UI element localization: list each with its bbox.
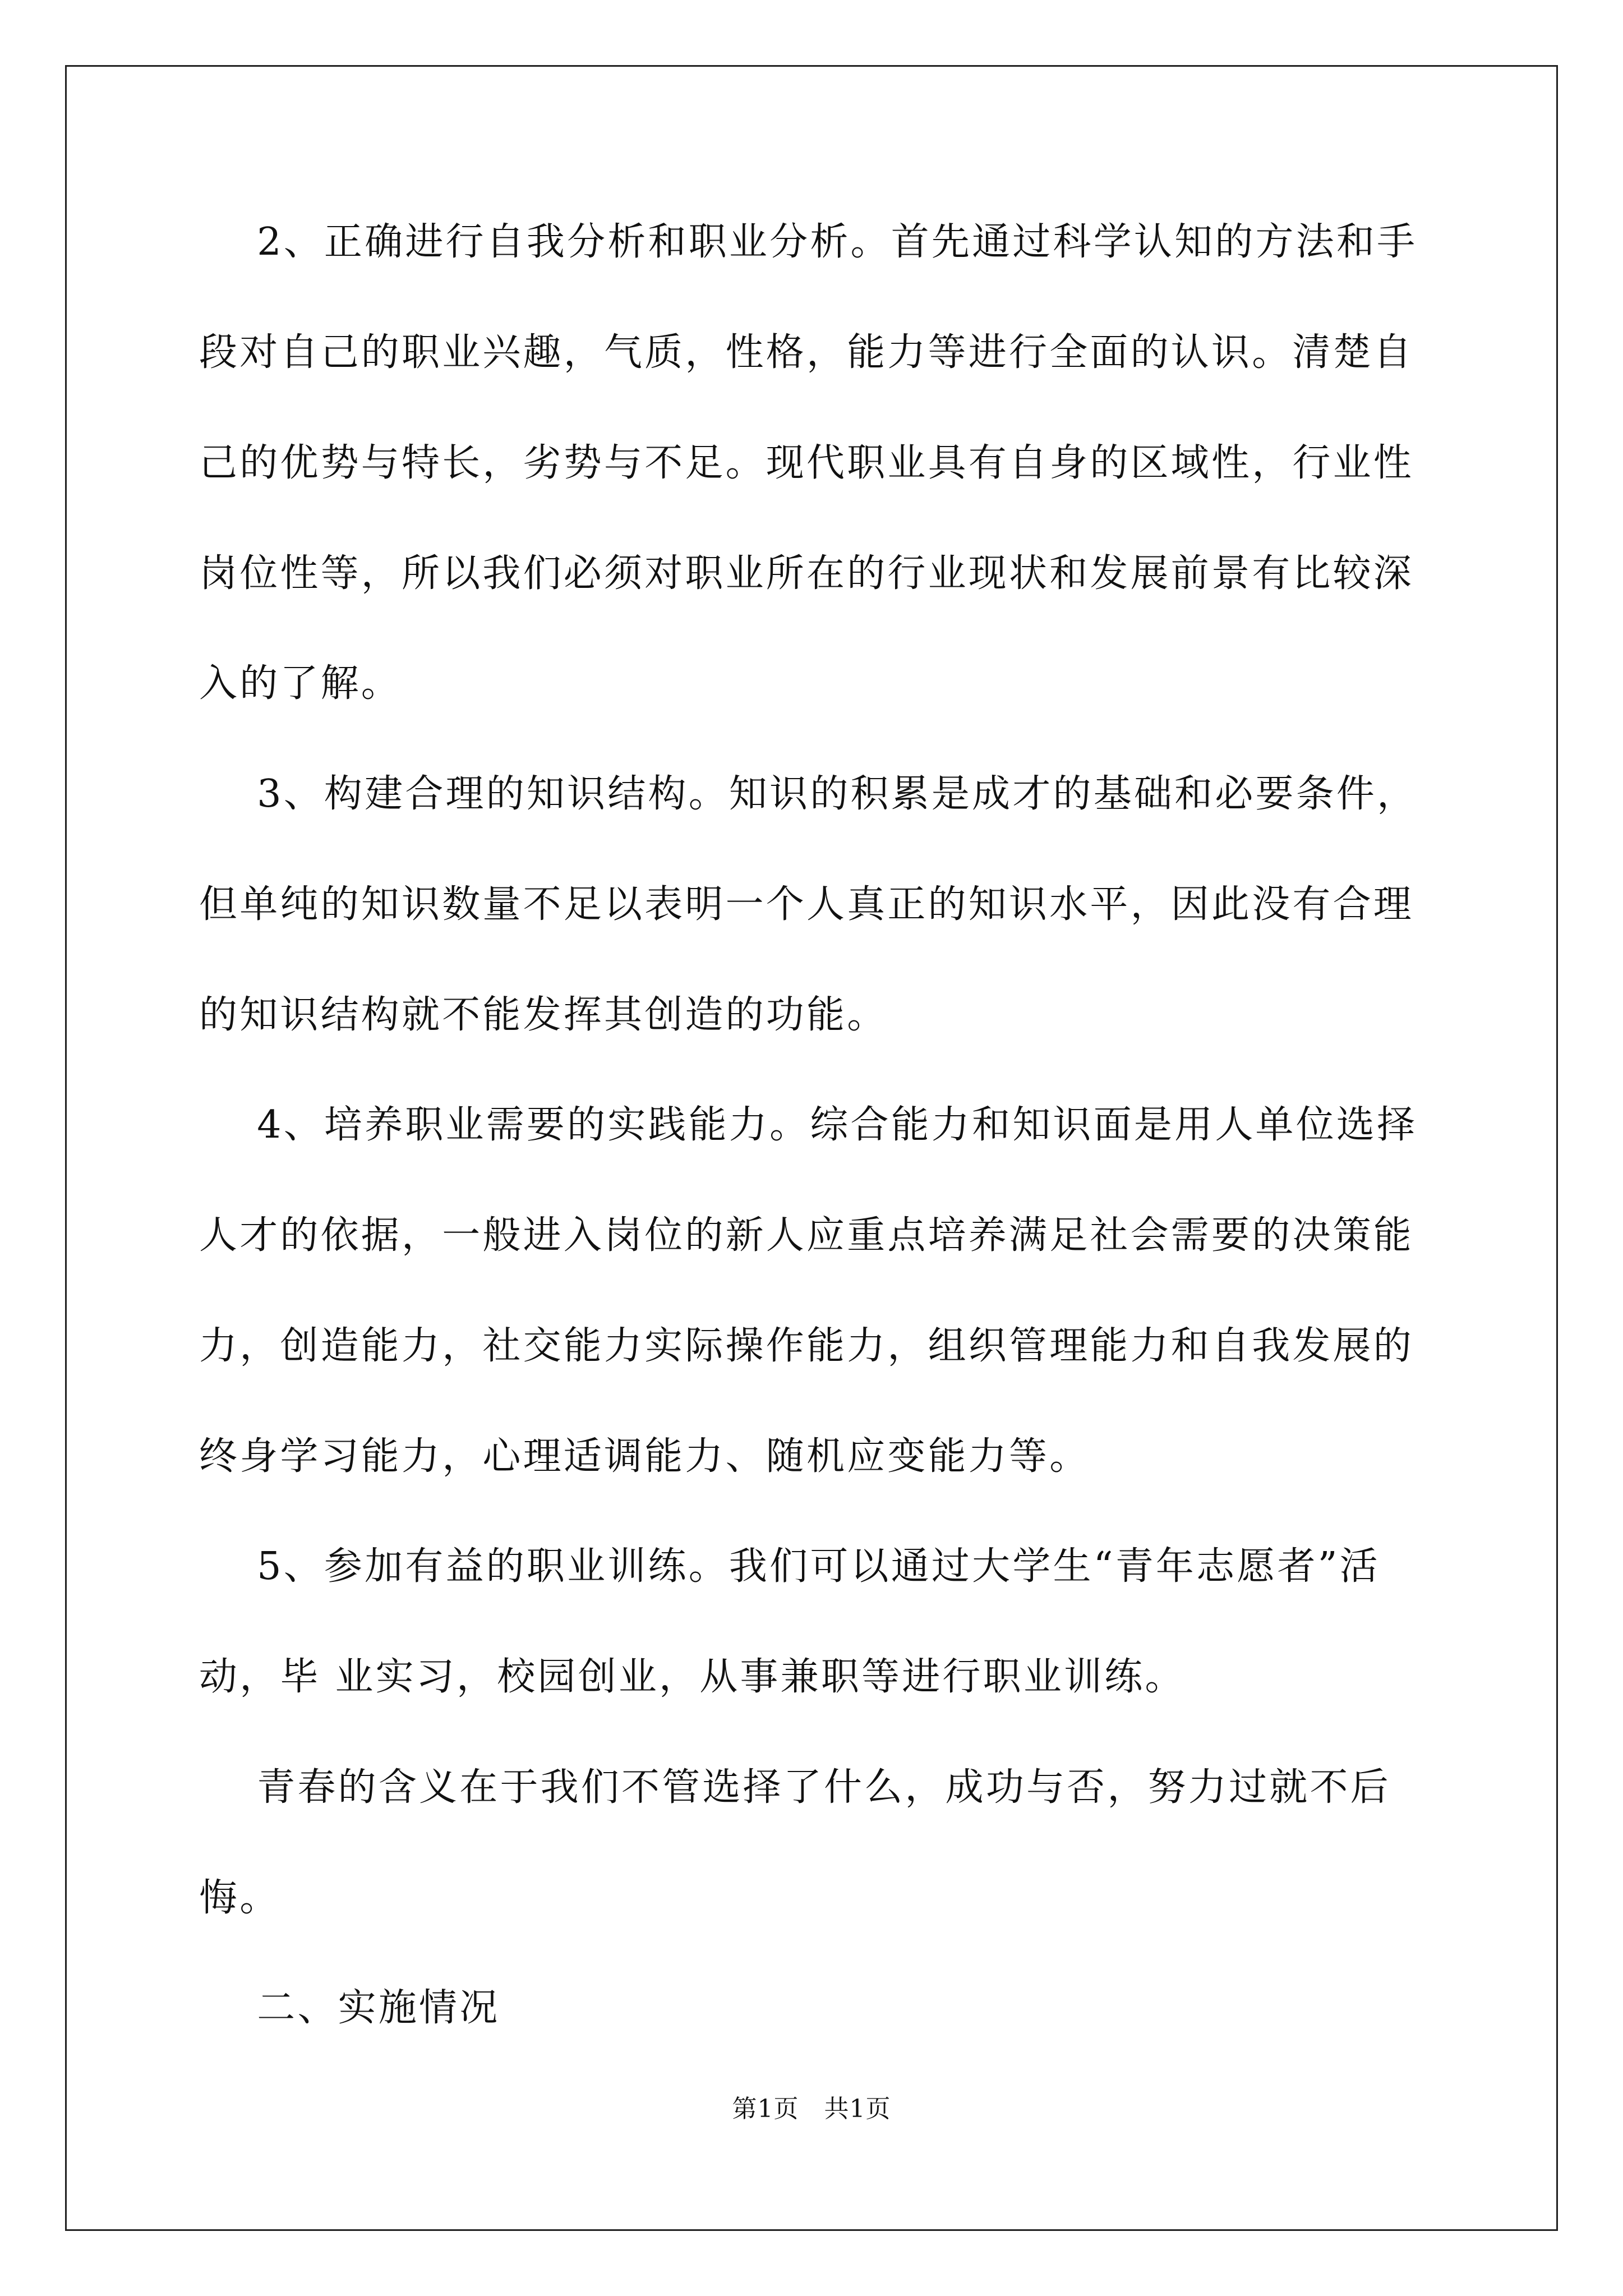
- text-line: 但单纯的知识数量不足以表明一个人真正的知识水平，因此没有合理: [199, 882, 1414, 927]
- text-line: 动，毕 业实习，校园创业，从事兼职等进行职业训练。: [199, 1655, 1186, 1699]
- text-line: 己的优势与特长，劣势与不足。现代职业具有自身的区域性，行业性: [199, 441, 1414, 485]
- text-line: 青春的含义在于我们不管选择了什么，成功与否，努力过就不后: [199, 1765, 1391, 1810]
- text-line: 段对自己的职业兴趣，气质，性格，能力等进行全面的认识。清楚自: [199, 330, 1414, 375]
- page-border: [65, 65, 1558, 2231]
- text-line: 入的了解。: [199, 661, 402, 706]
- text-line: 5、参加有益的职业训练。我们可以通过大学生“青年志愿者”活: [199, 1544, 1380, 1589]
- page-number: 第1页 共1页: [732, 2095, 891, 2123]
- section-heading: 二、实施情况: [199, 1986, 500, 2030]
- text-line: 3、构建合理的知识结构。知识的积累是成才的基础和必要条件，: [199, 772, 1418, 816]
- text-line: 悔。: [199, 1876, 280, 1920]
- text-line: 终身学习能力，心理适调能力、随机应变能力等。: [199, 1434, 1090, 1479]
- text-line: 的知识结构就不能发挥其创造的功能。: [199, 993, 888, 1037]
- text-line: 4、培养职业需要的实践能力。综合能力和知识面是用人单位选择: [199, 1103, 1418, 1147]
- text-line: 力，创造能力，社交能力实际操作能力，组织管理能力和自我发展的: [199, 1324, 1414, 1368]
- text-line: 人才的依据，一般进入岗位的新人应重点培养满足社会需要的决策能: [199, 1213, 1414, 1258]
- text-line: 2、正确进行自我分析和职业分析。首先通过科学认知的方法和手: [199, 220, 1418, 264]
- text-line: 岗位性等，所以我们必须对职业所在的行业现状和发展前景有比较深: [199, 551, 1414, 596]
